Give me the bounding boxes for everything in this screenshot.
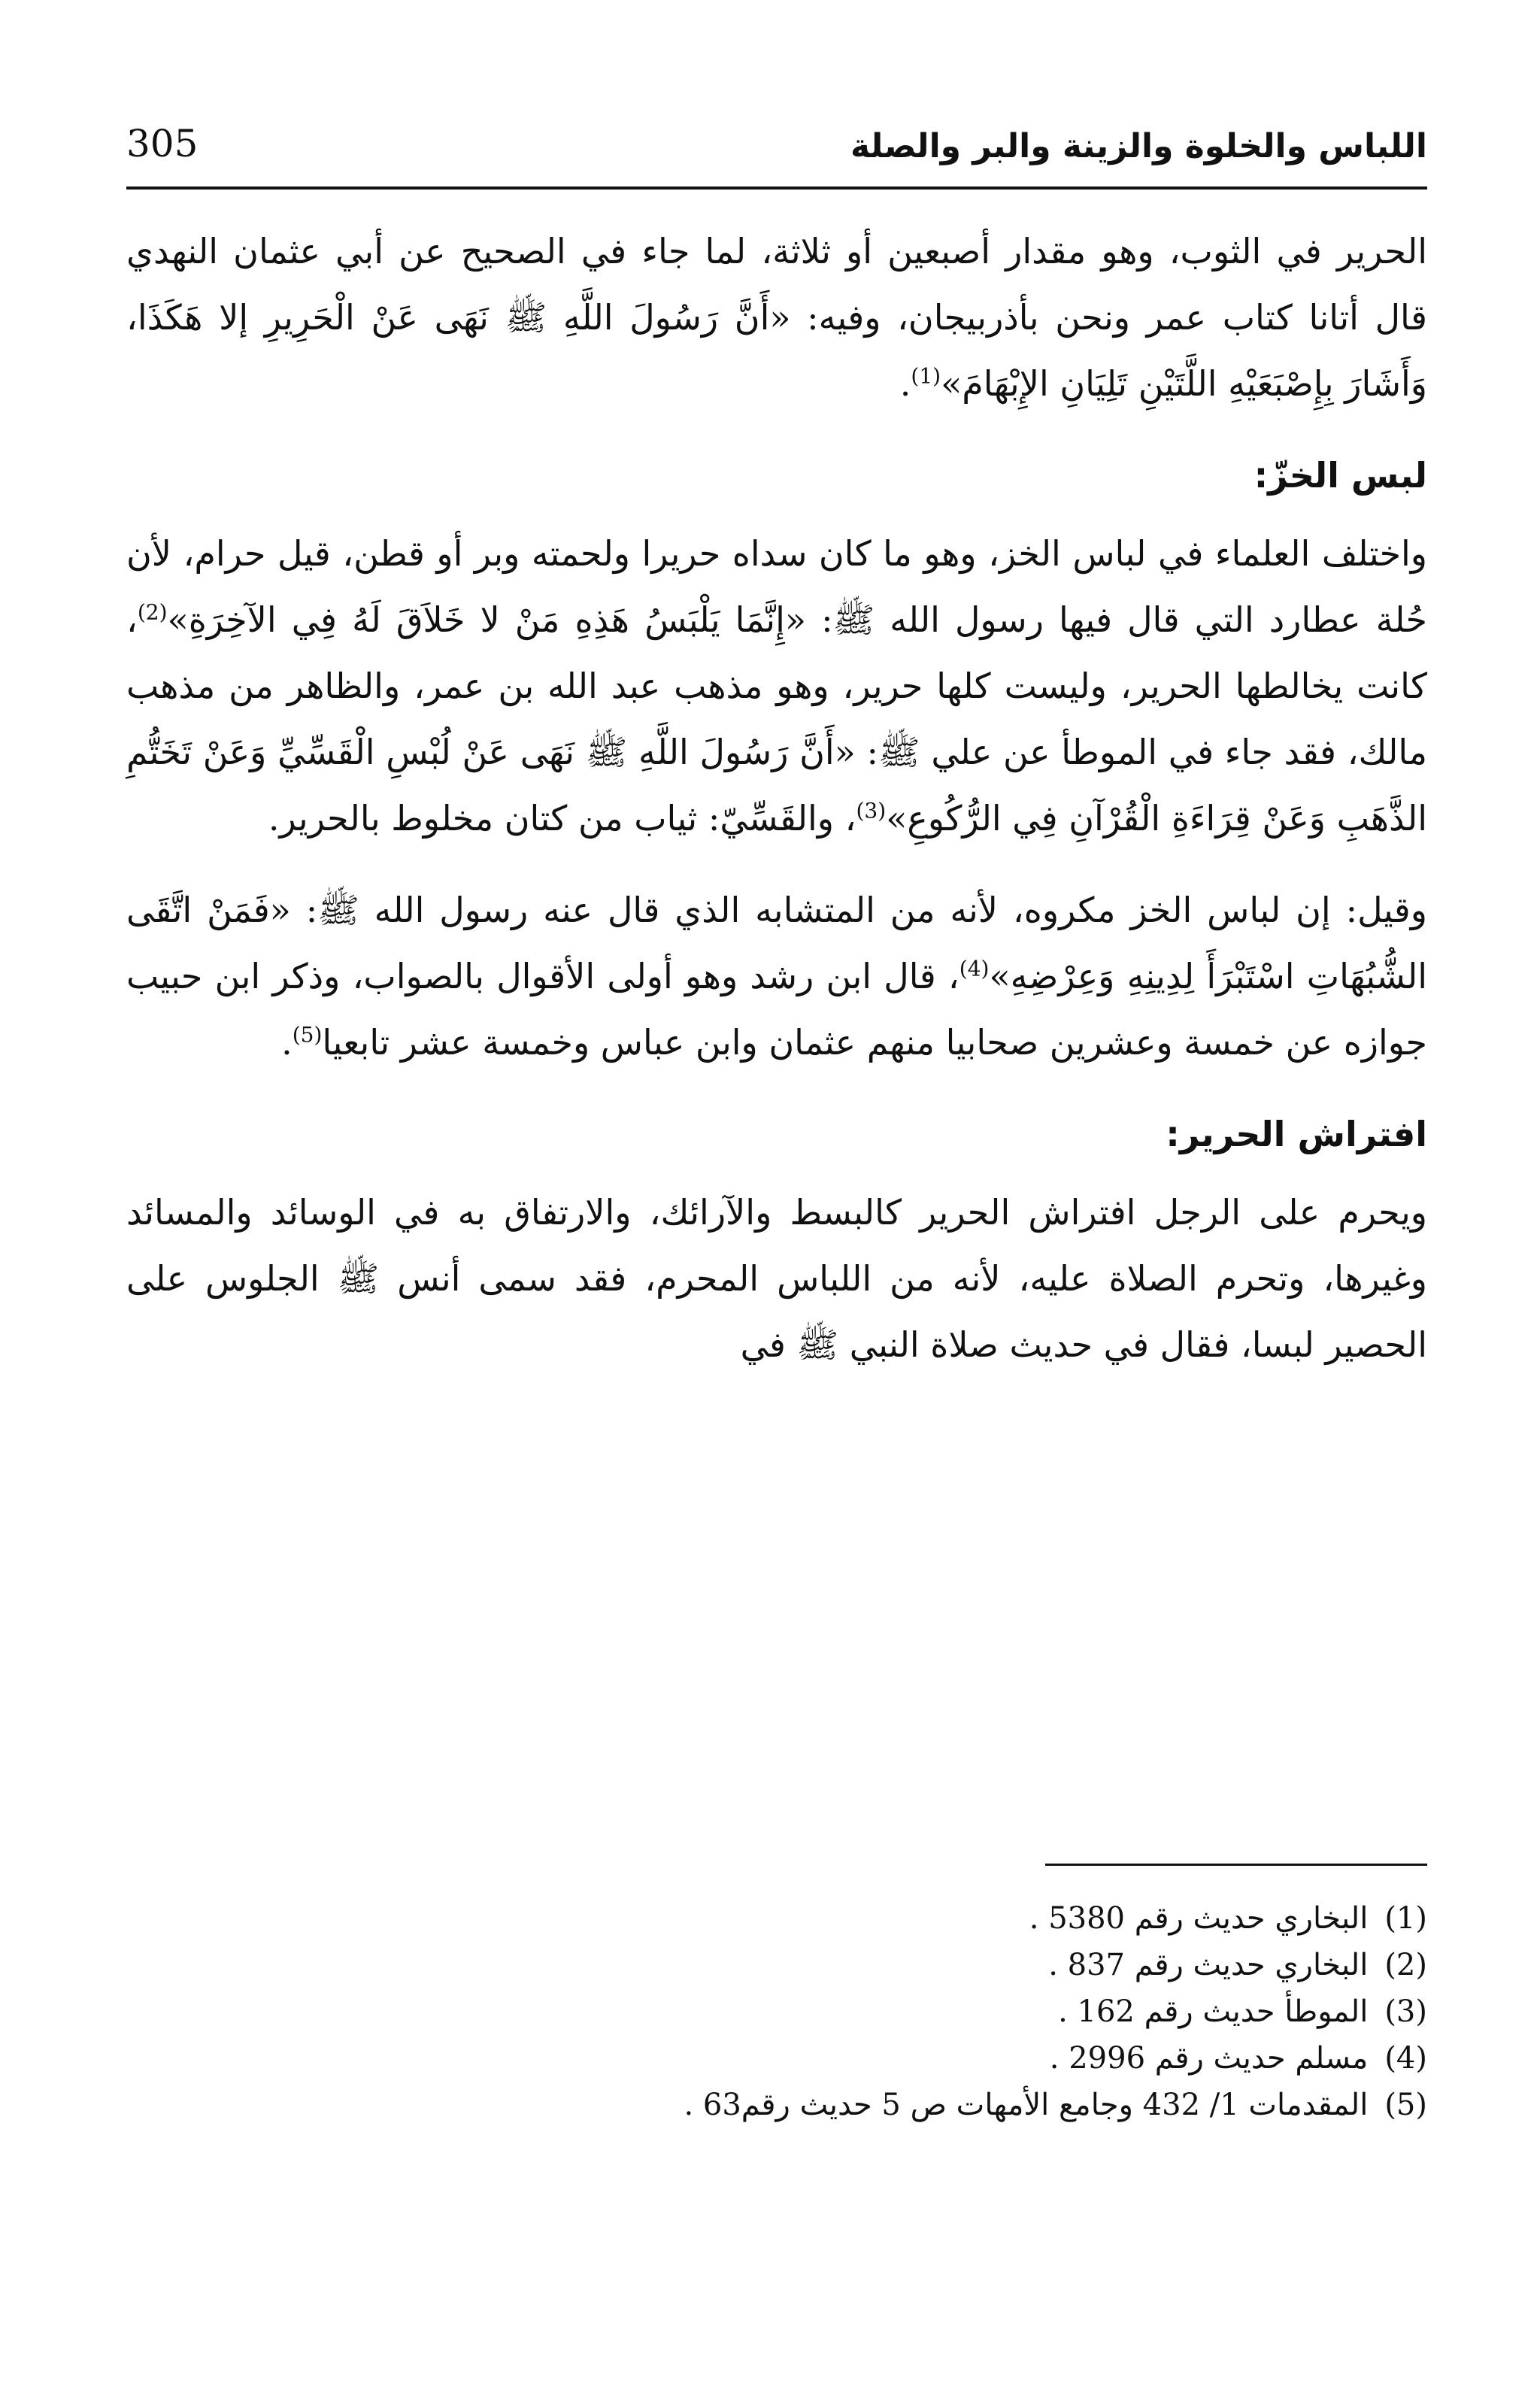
footnote-ref[interactable]: (2): [137, 599, 168, 625]
footnote-text: مسلم حديث رقم 2996 .: [1049, 2041, 1369, 2076]
page-header: [126, 105, 1427, 165]
paragraph-text: ، قال ابن رشد وهو أولى الأقوال بالصواب، وذكر ابن حبيب جوازه عن خمسة وعشرين صحابيا منهم عثمان وابن عباس وخمسة عشر تابعيا: [126, 956, 1427, 1063]
paragraph-text: وقيل: إن لباس الخز مكروه، لأنه من المتشابه الذي قال عنه رسول الله ﷺ: «فَمَنْ اتَّقَى الشُّبُهَاتِ اسْتَبْرَأَ لِدِينِهِ وَعِرْضِهِ»: [126, 890, 1428, 996]
footnote-text: البخاري حديث رقم 837 .: [1048, 1948, 1369, 1982]
paragraph-text: الحرير في الثوب، وهو مقدار أصبعين أو ثلاثة، لما جاء في الصحيح عن أبي عثمان النهدي قال أتانا كتاب عمر ونحن بأذربيجان، وفيه: «أَنَّ رَسُولَ اللَّهِ ﷺ نَهَى عَنْ الْحَرِيرِ إلا هَكَذَا، وَأَشَارَ بِإِصْبَعَيْهِ اللَّتَيْنِ تَلِيَانِ الإِبْهَامَ»: [126, 231, 1427, 404]
footnote-number: (3): [1384, 1994, 1427, 2029]
footnote-ref[interactable]: (5): [292, 1022, 323, 1048]
footnote-ref[interactable]: (3): [856, 798, 887, 823]
footnote-item: [126, 1942, 1427, 1988]
footnote-text: الموطأ حديث رقم 162 .: [1058, 1994, 1369, 2029]
footnote-item: [126, 2035, 1427, 2082]
paragraph-text: ، كانت يخالطها الحرير، وليست كلها حرير، وهو مذهب عبد الله بن عمر، والظاهر من مذهب مالك، فقد جاء في الموطأ عن علي ﷺ: «أَنَّ رَسُولَ اللَّهِ ﷺ نَهَى عَنْ لُبْسِ الْقَسِّيِّ وَعَنْ تَخَتُّمِ الذَّهَبِ وَعَنْ قِرَاءَةِ الْقُرْآنِ فِي الرُّكُوعِ»: [126, 599, 1427, 839]
paragraph-1: [126, 218, 1427, 417]
paragraph-text: .: [899, 363, 911, 404]
page-number: 305: [126, 122, 199, 165]
paragraph-text: ، والقَسِّيّ: ثياب من كتان مخلوط بالحرير.: [268, 798, 856, 839]
main-text: [126, 218, 1427, 1378]
section-heading-silk-furnishing: افتراش الحرير:: [1166, 1114, 1427, 1154]
footnote-text: البخاري حديث رقم 5380 .: [1029, 1901, 1369, 1936]
footnote-item: [126, 1988, 1427, 2035]
footnote-text: المقدمات 1/ 432 وجامع الأمهات ص 5 حديث رقم63 .: [684, 2088, 1369, 2122]
paragraph-text: واختلف العلماء في لباس الخز، وهو ما كان سداه حريرا ولحمته وبر أو قطن، قيل حرام، لأن حُلة عطارد التي قال فيها رسول الله ﷺ: «إِنَّمَا يَلْبَسُ هَذِهِ مَنْ لا خَلاَقَ لَهُ فِي الآخِرَةِ»: [126, 533, 1427, 640]
paragraph-3: [126, 877, 1427, 1075]
running-title: اللباس والخلوة والزينة والبر والصلة: [850, 127, 1427, 165]
footnote-number: (5): [1384, 2088, 1427, 2122]
section-heading-khazz: لبس الخزّ:: [1254, 455, 1427, 496]
footnote-item: [126, 2082, 1427, 2128]
footnote-number: (2): [1384, 1948, 1427, 1982]
footnote-number: (4): [1384, 2041, 1427, 2076]
footnote-divider: [1045, 1864, 1427, 1866]
paragraph-4: [126, 1179, 1427, 1378]
footnote-ref[interactable]: (1): [911, 363, 941, 389]
header-divider: [126, 187, 1427, 190]
paragraph-text: ويحرم على الرجل افتراش الحرير كالبسط والآرائك، والارتفاق به في الوسائد والمسائد وغيرها، وتحرم الصلاة عليه، لأنه من اللباس المحرم، فقد سمى أنس ﷺ الجلوس على الحصير لبسا، فقال في حديث صلاة النبي ﷺ في: [126, 1192, 1427, 1365]
footnote-item: [126, 1895, 1427, 1942]
footnote-ref[interactable]: (4): [959, 956, 990, 981]
paragraph-2: [126, 520, 1427, 851]
paragraph-text: .: [281, 1022, 293, 1063]
footnote-number: (1): [1384, 1901, 1427, 1936]
footnotes-list: [126, 1895, 1427, 2128]
